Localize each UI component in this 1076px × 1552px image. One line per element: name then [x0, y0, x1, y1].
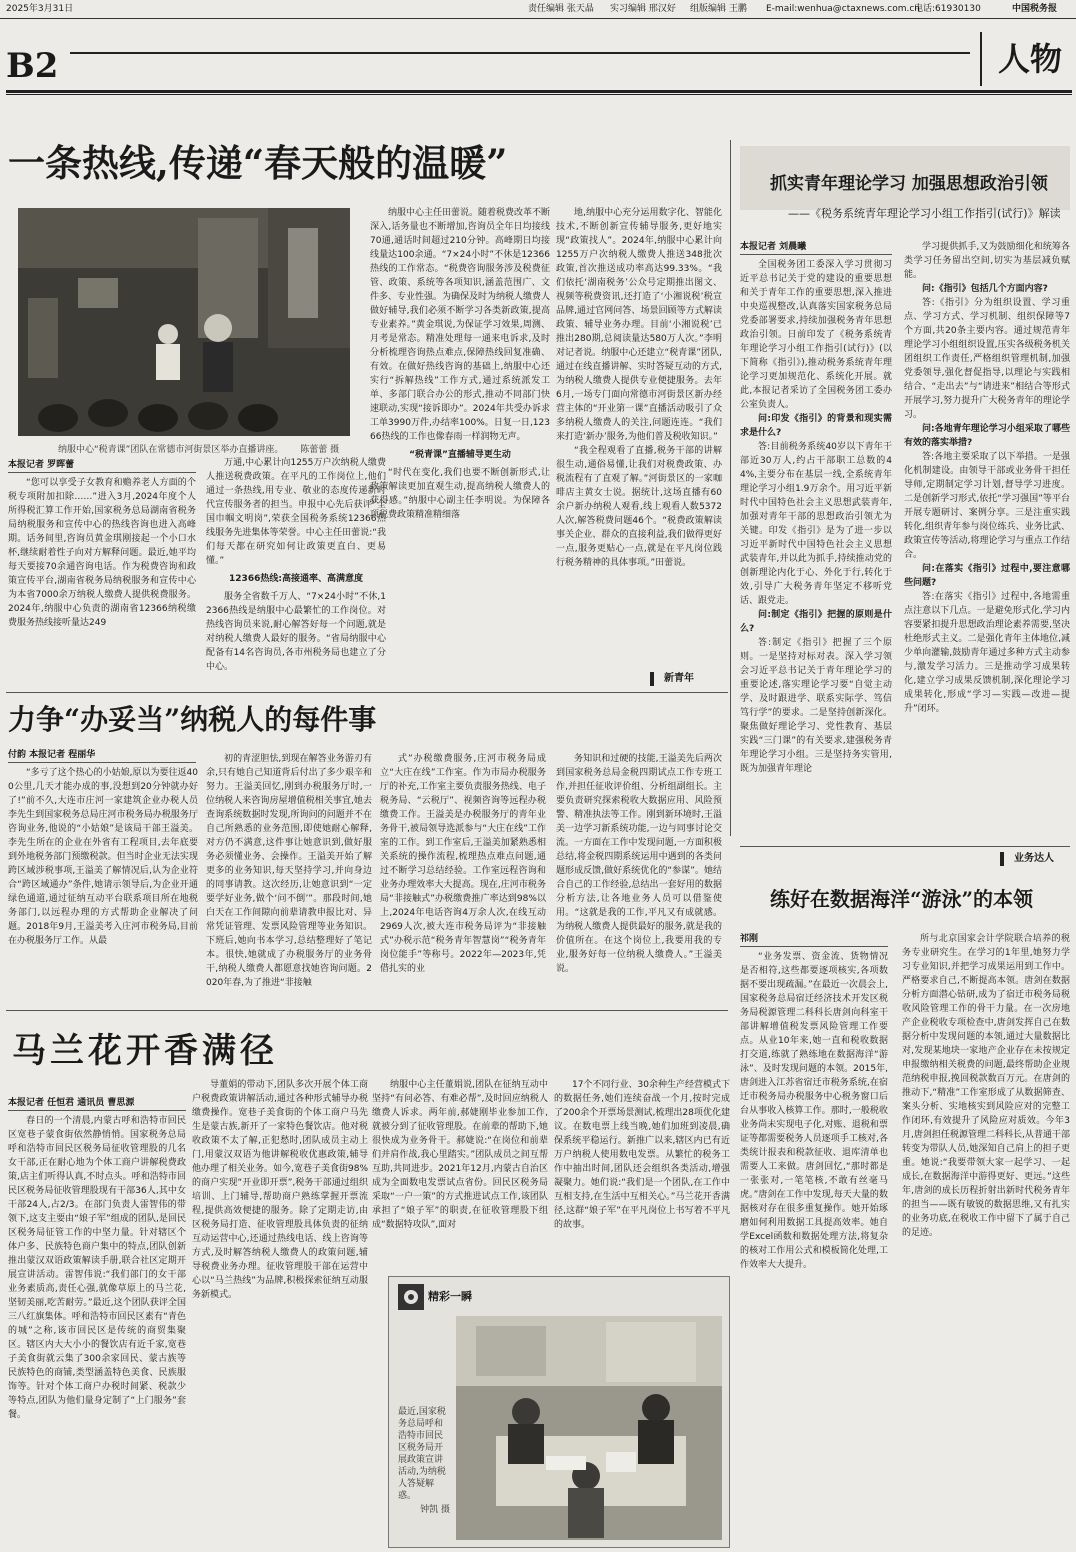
intern-editor-credit: 实习编辑 邢汉好	[610, 4, 676, 14]
article1-col4-text: 地,纳服中心充分运用数字化、智能化技术,不断创新宣传辅导服务,更好地实现“政策找人”。2024年,纳服中心累计向1255万户次纳税人缴费人推送348批次政策,首次推送成功率高达99.33%。“我们依托‘湖南税务’公众号定期推出图文、视频等税费资讯,还打造了‘小湘说税’税宣品牌,通过官网问答、场景回顾等方式解读政策、辅导业务办理。目前‘小湘说税’已推出280期,总阅读量达580万人次。”李明对记者说。纳服中心还建立“税青课”团队,通过在线直播讲解、实时答疑互动的方式,为纳税人缴费人提供专业便捷服务。去年6月,一场专门面向常德市河街景区新办经营主体的“开业第一课”直播活动吸引了众多纳税人缴费人的关注,问题连连。“我们来打造‘新办’服务,为他们普及税收知识。”	[556, 208, 722, 442]
sidebar1-answer-5: 答:在落实《指引》过程中,各地需重点注意以下几点。一是避免形式化,学习内容要紧扣提升思想政治理论素养需要,坚决杜绝形式主义。二是强化青年主体地位,减少单向灌输,鼓励青年通过多种方式主动参与,激发学习活力。三是推动学习成果转化,建立学习成果反馈机制,深化理论学习成果转化,形成“学习—实践—改进—提升”闭环。	[904, 592, 1070, 714]
article3-column-2	[192, 1078, 368, 1546]
article3-col2-text: 导董娟的带动下,团队多次开展个体工商户税费政策讲解活动,通过各种形式辅导办税缴费操作。宽巷子美食街的个体工商户马先生是蒙古族,新开了一家特色餐饮店。他对税收政策不太了解,正犯愁时,团队成员主动上门,用蒙汉双语为他讲解税收优惠政策,辅导他办理了相关业务。如今,宽巷子美食街98%的商户实现“开业即开票”,税务干部通过组织培训、上门辅导,帮助商户熟练掌握开票流程,提供高效便捷的服务。除了定期走访,由区税务局打造、征收管理股具体负责的征纳互动运营中心,还通过热线电话、线上咨询等方式,及时解答纳税人缴费人的政策问题,辅导税费业务办理。征收管理股干部在运营中心以“马兰热线”为品牌,积极探索征纳互动服务新模式。	[192, 1080, 368, 1300]
article2-col1-text: “多亏了这个热心的小姑娘,原以为要往返400公里,几天才能办成的事,没想到20分钟就办好了!”前不久,大连市庄河一家建筑企业办税人员李先生到国家税务总局庄河市税务局办税服务厅咨询业务,他说的“小姑娘”是该局干部王溢美。李先生所在的企业在外省有工程项目,去年底要到外地税务部门预缴税款。但当时企业无法实现跨区域涉税事项,王溢美了解情况后,认为企业符合“跨区域通办”条件,她请示领导后,为企业开通绿色通道,通过征纳互动平台联系项目所在地税务部门,以远程办理的方式帮助企业解决了问题。2018年9月,王溢美考入庄河市税务局,目前在办税服务厅工作。从最	[8, 768, 198, 946]
page-label: B2	[6, 46, 59, 86]
article1-col2-subhead: 12366热线:高接通率、高满意度	[229, 574, 363, 584]
article3-photo-badge: 精彩一瞬	[428, 1290, 472, 1303]
article1-col3-text: 纳服中心主任田蕾说。随着税费改革不断深入,话务量也不断增加,咨询员全年日均接线70通,通话时间超过210分钟。高峰期日均接线量达100余通。“7×24小时”不休是12366热线的工作常态。“税费咨询服务涉及税费征管、政策、系统等各项知识,涵盖范围广、文件多、专业性强。为确保及时为纳税人缴费人做好辅导,我们必须不断学习各类新政策,提高专业素养。”黄金琪说,为保证学习效果,周测、月考是常态。精准处理每一通来电诉求,及时分析梳理咨询热点难点,保障热线回复准确、有效。在做好热线咨询的基础上,纳服中心还实行“拆解热线”工作方式,通过系统派发工单、多部门联合办公的形式,推动不同部门快速联动,实现“接诉即办”。2024年共受办诉求工单3990万件,办结率100%。日复一日,12366热线的工作也像春雨一样润物无声。	[370, 208, 550, 442]
article2-column-3	[380, 752, 546, 1002]
article1-col3-subhead: “税青课”直播辅导更生动	[409, 450, 511, 460]
sidebar1-question-1: 问:印发《指引》的背景和现实需求是什么?	[740, 414, 892, 438]
article1-column-1	[8, 476, 196, 686]
section-title: 人物	[980, 32, 1076, 86]
page-header	[0, 0, 1076, 19]
sidebar2-col2-text: 所与北京国家会计学院联合培养的税务专业研究生。在学习的1年里,她努力学习专业知识,并把学习成果运用到工作中。严格要求自己,不断提高本领。唐剑在数据分析方面潜心钻研,成为了宿迁市税务局税收风险管理工作的骨干力量。在一次房地产企业税收专项检查中,唐剑发挥自己在数据分析中发现问题的本领,通过大量数据比对,发现某地块一家地产企业存在未按规定申报缴纳相关税费的问题,最终帮助企业规范纳税申报,挽回税款数百万元。在唐剑的推动下,“精准”工作室形成了从数据筛查、案头分析、实地核实到风险应对的完整工作闭环,有效提升了风险应对质效。今年3月,唐剑担任税源管理二科科长,从普通干部转变为带队人员,她深知自己肩上的担子更重。她说:“我要带领大家一起学习、一起成长,在数据海洋中游得更好、更远。”这些年,唐剑的成长历程折射出新时代税务青年的担当——既有敏锐的数据思维,又有扎实的业务功底,在税收工作中留下了属于自己的足迹。	[902, 934, 1070, 1238]
sidebar2-col1-text: “业务发票、资金流、货物情况是否相符,这些都要逐项核实,各项数据不要出现疏漏。”在最近一次晨会上,国家税务总局宿迁经济技术开发区税务局税源管理二科科长唐剑向科室干部讲解增值税发票风险管理工作要点。从业10年来,她一直和税收数据打交道,练就了熟练地在数据海洋“游泳”、及时发现问题的本领。2015年,唐剑进入江苏省宿迁市税务系统,在宿迁市税务局办税服务中心税务窗口后台从事收入核算工作。那时,一般税收业务尚未实现电子化,对账、退税和票证等都需要税务人员逐项手工核对,各类统计报表和税款征收、退库清单也需要人工来做。唐剑回忆,“那时都是一张张对,一笔笔核,不敢有丝毫马虎。”唐剑在工作中发现,每天大量的数据核对存在很多重复操作。她开始琢磨如何利用数据工具提高效率。她自学Excel函数和数据处理方法,将复杂的核对工作用公式和模板简化处理,工作效率大大提升。	[740, 952, 888, 1270]
article3-byline: 本报记者 任恒君 通讯员 曹思源	[8, 1096, 186, 1111]
article1-byline: 本报记者 罗晖蕾	[8, 458, 196, 473]
sidebar2-column-2	[902, 932, 1070, 1546]
sidebar1-question-5: 问:在落实《指引》过程中,要注意哪些问题?	[904, 564, 1070, 588]
sidebar2-byline: 祁刚	[740, 932, 888, 947]
article3-photo-credit: 钟凯 摄	[420, 1505, 450, 1515]
article3-column-3	[372, 1078, 548, 1268]
sidebar1-answer-1: 答:目前税务系统40岁以下青年干部近30万人,约占干部职工总数的44%,主要分布在基层一线,全系统青年理论学习小组1.9万余个。用习近平新时代中国特色社会主义思想武装青年,加强对青年干部的思想政治引领尤为关键。印发《指引》是为了进一步以习近平新时代中国特色社会主义思想武装青年,并以此为抓手,持续推动党的创新理论内化于心、外化于行,转化于效,引导广大税务青年坚定不移听党话、跟党走。	[740, 442, 892, 606]
article3-col4-text: 17个不同行业、30余种生产经营模式下的数据任务,她们连续奋战一个月,按时完成了200余个开票场景测试,梳理出28项优化建议。在数电票上线当晚,她们加班到凌晨,确保系统平稳运行。新推广以来,辖区内已有近万户纳税人使用数电发票。从繁忙的税务工作中抽出时间,团队还会组织各类活动,增强凝聚力。她们说:“我们是一个团队,在工作中互相支持,在生活中互相关心。”马兰花开香满径,这群“娘子军”在平凡岗位上书写着不平凡的故事。	[554, 1080, 730, 1230]
badge-icon	[398, 1284, 424, 1310]
sidebar2-column-1	[740, 950, 888, 1546]
layout-editor-credit: 组版编辑 王鹏	[690, 4, 747, 14]
header-band	[70, 52, 970, 72]
article1-headline: 一条热线,传递“春天般的温暖”	[8, 141, 508, 185]
article2-headline: 力争“办妥当”纳税人的每件事	[8, 703, 377, 736]
issue-date: 2025年3月31日	[6, 4, 74, 14]
sidebar1-subtitle: ——《税务系统青年理论学习小组工作指引(试行)》解读	[788, 207, 1061, 220]
article3-headline: 马兰花开香满径	[12, 1031, 278, 1071]
sidebar1-column-2	[904, 240, 1070, 840]
article3-col1-text: 春日的一个清晨,内蒙古呼和浩特市回民区宽巷子蒙食街依然静悄悄。国家税务总局呼和浩特市回民区税务局征收管理股的几名女干部,正在耐心地为个体工商户讲解税费政策,店主们听得认真,不时点头。呼和浩特市回民区税务局征收管理股现有干部36人,其中女干部24人,占2/3。在部门负责人雷智伟的带领下,这支主要由“娘子军”组成的团队,是回民区税务局征管工作的中坚力量。针对辖区个体户多、民族特色商户集中的特点,团队创新推出蒙汉双语政策解读手册,联合社区定期开展宣讲活动。雷智伟说:“我们部门的女干部业务素质高,责任心强,就像草原上的马兰花,坚韧美丽,吃苦耐劳。”最近,这个团队获评全国三八红旗集体。呼和浩特市回民区素有“青色的城”之称,该市回民区是传统的商贸集聚区。辖区内大大小小的餐饮店有近千家,宽巷子美食街就云集了300余家回民、蒙古族等民族特色的商铺,类型涵盖特色美食、民族服饰等。针对个体工商户办税时间紧、税款少等特点,团队为他们量身定制了“上门服务”套餐。	[8, 1116, 186, 1420]
sidebar1-question-2: 问:制定《指引》把握的原则是什么?	[740, 610, 892, 634]
article3-column-1	[8, 1114, 186, 1546]
sidebar1-question-3: 问:《指引》包括几个方面内容?	[922, 284, 1048, 294]
article2-col4-text: 务知识和过硬的技能,王溢美先后两次到国家税务总局金税四期试点工作专班工作,并担任征收评价组、分析组副组长。主要负责研究探索税收大数据应用、风险预警、精准执法等工作。刚到新环境时,王溢美一边学习新系统功能,一边与同事讨论交流。一方面在工作中发现问题,一方面积极总结,将金税四期系统运用中遇到的各类问题形成反馈,做好系统优化的“参谋”。她结合自己的工作经验,总结出一套好用的数据分析方法,让各地业务人员可以借鉴使用。“这就是我的工作,平凡又有成就感。为纳税人缴费人提供最好的服务,就是我的价值所在。在这个岗位上,我要用我的专业,服务好每一位纳税人缴费人。”王溢美说。	[556, 754, 722, 974]
article2-column-2	[206, 752, 372, 1002]
article1-column-4	[556, 206, 722, 682]
article1-col2-text: 万通,中心累计向1255万户次纳税人缴费人推送税费政策。在平凡的工作岗位上,他们通过一条热线,用专业、敬业的态度传递新时代宣传服务者的担当。申报中心先后获评“全国巾帼文明岗”,荣获全国税务系统12366热线服务先进集体等荣誉。中心主任田蕾说:“我们每天都在研究如何让政策更直白、更易懂。”	[206, 458, 386, 566]
article1-col1-text: “您可以享受子女教育和赡养老人方面的个税专项附加扣除……”进入3月,2024年度个人所得税汇算工作开始,国家税务总局湖南省税务局纳税服务和宣传中心的热线咨询也进入高峰期。话务间里,咨询员黄金琪刚接起一个小口水杯,继续耐着性子向对方解释问题。最近,她平均每天要接70余通咨询电话。作为税费咨询和政策宣传平台,湖南省税务局纳税服务和宣传中心为本省7000余万纳税人缴费人提供税费服务。2024年,纳服中心负责的湖南省12366纳税缴费服务热线接听量达249	[8, 478, 196, 628]
article3-column-4	[554, 1078, 730, 1268]
sidebar1-continued: 学习提供抓手,又为鼓励细化和统筹各类学习任务留出空间,切实为基层减负赋能。	[904, 242, 1070, 280]
article3-photo	[456, 1316, 722, 1540]
article3-caption	[398, 1406, 450, 1546]
editor-credit: 责任编辑 张天晶	[528, 4, 594, 14]
article2-col3-text: 式”办税缴费服务,庄河市税务局成立“大庄在线”工作室。作为市局办税服务厅的补充,工作室主要负责服务热线、电子税务局、“云税厅”、视频咨询等远程办税缴费工作。王溢美是办税服务厅的青年业务骨干,被局领导选派参与“大庄在线”工作室的工作。到工作室后,王溢美加紧熟悉相关系统的操作流程,梳理热点难点问题,通过不断学习总结经验。工作室远程咨询和业务办理效率大大提高。现在,庄河市税务局“非接触式”办税缴费推广率达到98%以上,2024年电话咨询4万余人次,在线互动2969人次,被大连市税务局评为“非接触式”办税示范“税务青年智慧岗”“税务青年岗位能手”等称号。2022年—2023年,凭借扎实的业	[380, 754, 546, 974]
article1-col2b-text: 服务全省数千万人、“7×24小时”不休,12366热线是纳服中心最繁忙的工作岗位。对热线咨询员来说,耐心解答好每一个问题,就是对纳税人缴费人最好的服务。“省局纳服中心配备有14名咨询员,各市州税务局也建立了分中心。	[206, 592, 386, 672]
sidebar-divider	[730, 140, 731, 836]
sidebar1-question-4: 问:各地青年理论学习小组采取了哪些有效的落实举措?	[904, 424, 1070, 448]
paper-name: 中国税务报	[1012, 4, 1058, 14]
article3-col3-text: 纳服中心主任董娟说,团队在征纳互动中坚持“有问必答、有难必帮”,及时回应纳税人缴费人诉求。两年前,郝婕刚毕业参加工作,就被分到了征收管理股。在前辈的帮助下,她很快成为业务骨干。郝婕说:“在岗位和前辈们并肩作战,我心里踏实。”团队成员之间互帮互助,共同进步。2021年12月,内蒙古自治区成为全面数电发票试点省份。回民区税务局采取“一户一策”的方式推进试点工作,该团队承担了“娘子军”的职责,在征收管理股下组成“数据特攻队”,面对	[372, 1080, 548, 1230]
sidebar1-column-1	[740, 258, 892, 840]
article2-column-4	[556, 752, 722, 1002]
article2-col2-text: 初的青涩胆怯,到现在解答业务游刃有余,只有她自己知道背后付出了多少艰辛和努力。王溢美回忆,刚到办税服务厅时,一位纳税人来咨询房屋增值税相关事宜,她去查询系统数据时发现,所询问的问题并不在自己所熟悉的业务范围,即使她耐心解释,对方仍不满意,这件事让她意识到,做好服务必须懂业务、会操作。王溢美开始了解更多的业务知识,每天坚持学习,并向身边的同事请教。这次经历,让她意识到“一定要学好业务,做个‘问不倒’”。那段时间,她白天在工作间隙向前辈请教申报比对、异常凭证管理、发票风险管理等业务知识。下班后,她向书本学习,总结整理好了笔记本。很快,她就成了办税服务厅的业务骨干,纳税人缴费人都愿意找她咨询问题。2020年春,为了推进“非接触	[206, 754, 372, 988]
email-contact[interactable]: E-mail:wenhua@ctaxnews.com.cn	[766, 4, 920, 14]
article1-divider	[6, 692, 728, 693]
article3-caption-text: 最近,国家税务总局呼和浩特市回民区税务局开展政策宣讲活动,为纳税人答疑解惑。	[398, 1407, 446, 1501]
article1-photo-credit: 陈蕾蕾 摄	[300, 445, 340, 455]
livestream-photo	[18, 208, 350, 436]
article1-col4b-text: “我全程观看了直播,税务干部的讲解很生动,通俗易懂,让我们对税费政策、办税流程有了直观了解。”河街景区的一家咖啡店主黄女士说。据统计,这场直播有60余户新办纳税人观看,线上观看人数5372人次,解答税费问题46个。“税费政策解读事关企业、群众的直接利益,我们做得更好一点,服务更贴心一点,就是在平凡岗位践行税务精神的具体事项。”田蕾说。	[556, 446, 722, 568]
article2-divider	[6, 1010, 728, 1011]
article1-column-2	[206, 456, 386, 686]
consultation-photo	[456, 1316, 722, 1540]
article1-photo	[18, 208, 350, 436]
sidebar1-intro: 全国税务团工委深入学习贯彻习近平总书记关于党的建设的重要思想和关于青年工作的重要思想,深入推进中央巡视整改,认真落实国家税务总局党委部署要求,持续加强税务青年思想政治引领。日前印发了《税务系统青年理论学习小组工作指引(试行)》(以下简称《指引》),推动税务系统青年理论学习更加规范化、系统化开展。就此,本报记者采访了全国税务团工委办公室负责人。	[740, 260, 892, 410]
article1-caption	[58, 444, 340, 456]
article1-col3b-text: “时代在变化,我们也要不断创新形式,让政策解读更加直观生动,提高纳税人缴费人的获得感。”纳服中心副主任李明说。为保障各项税费政策精准精细落	[370, 468, 550, 520]
sidebar1-answer-4: 答:各地主要采取了以下举措。一是强化机制建设。由领导干部或业务骨干担任导师,定期制定学习计划,督导学习进度。二是创新学习形式,依托“学习强国”等平台开展专题研讨、案例分享。三是注重实践转化,组织青年参与岗位练兵、业务比武、政策宣传等活动,将理论学习与重点工作结合。	[904, 452, 1070, 560]
sidebar1-headline: 抓实青年理论学习 加强思想政治引领	[770, 174, 1048, 194]
article1-column-3	[370, 206, 550, 686]
sidebar1-byline: 本报记者 刘晨曦	[740, 240, 892, 255]
sidebar1-answer-2: 答:制定《指引》把握了三个原则。一是坚持对标对表。深入学习领会习近平总书记关于青年理论学习的重要论述,落实理论学习要“自觉主动学、及时跟进学、联系实际学、笃信笃行学”的要求。二是坚持创新深化。聚焦做好理论学习、党性教育、基层实践“三门课”的有关要求,建强税务青年理论学习小组。三是坚持务实管用,既为加强青年理论	[740, 638, 892, 774]
phone-contact: 电话:61930130	[914, 4, 981, 14]
top-rule	[6, 90, 1072, 93]
sidebar2-headline: 练好在数据海洋“游泳”的本领	[770, 887, 1034, 911]
sidebar2-tag: 业务达人	[1000, 852, 1054, 866]
article2-byline: 付韵 本报记者 程丽华	[8, 748, 196, 763]
article1-tag: 新青年	[650, 672, 694, 686]
sidebar1-answer-3: 答:《指引》分为组织设置、学习重点、学习方式、学习机制、组织保障等7个方面,共20条主要内容。通过规范青年理论学习小组组织设置,压实各级税务机关团组织工作责任,严格组织管理机制,加强党委领导,强化督促指导,以理论与实践相结合、“走出去”与“请进来”相结合等形式开展学习,努力提升广大税务青年的理论学习。	[904, 298, 1070, 420]
top-rule-thin	[6, 94, 1072, 95]
article2-column-1	[8, 766, 198, 1002]
sidebar2-divider	[740, 846, 1070, 847]
article1-caption-text: 纳服中心“税青课”团队在常德市河街景区举办直播讲座。	[58, 445, 284, 455]
